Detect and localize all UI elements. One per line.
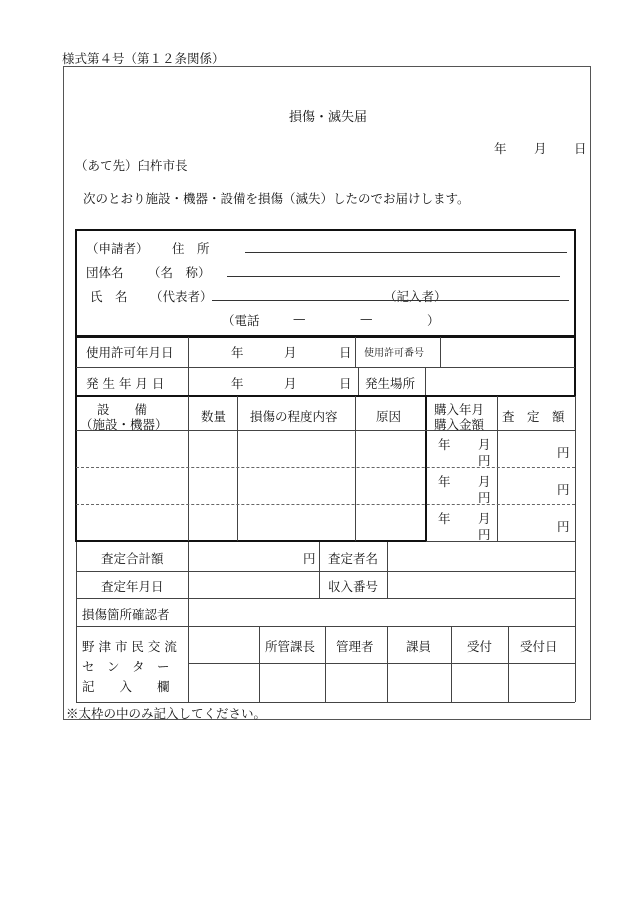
permit-year: 年 [231, 345, 244, 360]
stamp-col-reception: 受付 [467, 639, 493, 654]
writer-label: （記入者） [384, 289, 447, 304]
permit-number-label: 使用許可番号 [364, 348, 424, 359]
permit-date-label: 使用許可年月日 [86, 345, 174, 360]
row1-month: 月 [478, 437, 491, 452]
assessor-label: 査定者名 [328, 551, 379, 566]
col-cause: 原因 [376, 409, 402, 424]
phone-dash-2: — [360, 311, 373, 326]
occurrence-month: 月 [284, 376, 297, 391]
center-label-3: 記 入 欄 [82, 679, 170, 694]
applicant-label: （申請者） [86, 241, 149, 256]
footnote: ※太枠の中のみ記入してください。 [66, 706, 267, 721]
occurrence-place-label: 発生場所 [365, 376, 416, 391]
center-label-1: 野 津 市 民 交 流 [82, 639, 177, 654]
permit-month: 月 [284, 345, 297, 360]
row1-year: 年 [438, 437, 451, 452]
rep-label: （代表者） [150, 289, 213, 304]
occurrence-year: 年 [231, 376, 244, 391]
occurrence-day: 日 [339, 376, 352, 391]
col-purchase-2: 購入金額 [434, 417, 485, 432]
col-damage: 損傷の程度内容 [250, 409, 338, 424]
col-purchase-1: 購入年月 [434, 402, 485, 417]
permit-day: 日 [339, 345, 352, 360]
stamp-col-section-chief: 所管課長 [265, 639, 316, 654]
intro-text: 次のとおり施設・機器・設備を損傷（滅失）したのでお届けします。 [83, 191, 470, 206]
occurrence-date-label: 発 生 年 月 日 [86, 376, 165, 391]
row1-assessed-yen: 円 [557, 445, 570, 460]
address-field[interactable] [245, 252, 567, 253]
group-name-label: （名 称） [148, 265, 211, 280]
date-day: 日 [574, 141, 587, 156]
group-name-field[interactable] [227, 276, 560, 277]
row3-yen: 円 [478, 527, 491, 542]
group-label: 団体名 [86, 265, 124, 280]
row2-yen: 円 [478, 490, 491, 505]
col-equipment-1: 設 備 [97, 402, 148, 417]
name-field[interactable] [212, 300, 569, 301]
addressee: （あて先）臼杵市長 [75, 158, 188, 173]
form-title: 損傷・滅失届 [289, 110, 368, 125]
address-label: 住 所 [172, 241, 210, 256]
receipt-no-label: 収入番号 [328, 579, 379, 594]
phone-dash-1: — [293, 311, 306, 326]
total-label: 査定合計額 [101, 551, 164, 566]
phone-label: （電話 [222, 313, 260, 328]
stamp-col-staff: 課員 [406, 639, 432, 654]
col-assessed: 査 定 額 [502, 409, 565, 424]
row3-month: 月 [478, 511, 491, 526]
phone-close: ） [427, 313, 440, 328]
stamp-col-reception-date: 受付日 [520, 639, 558, 654]
row2-month: 月 [478, 474, 491, 489]
date-month: 月 [534, 141, 547, 156]
applicant-box [75, 229, 576, 337]
name-label: 氏 名 [90, 289, 128, 304]
assess-date-label: 査定年月日 [101, 579, 164, 594]
stamp-col-manager: 管理者 [336, 639, 374, 654]
date-year: 年 [494, 141, 507, 156]
center-label-2: セ ン タ ー [82, 659, 170, 674]
row1-yen: 円 [478, 453, 491, 468]
row2-year: 年 [438, 474, 451, 489]
row2-assessed-yen: 円 [557, 482, 570, 497]
confirmer-label: 損傷箇所確認者 [82, 607, 170, 622]
col-equipment-2: （施設・機器） [80, 417, 168, 432]
col-qty: 数量 [201, 409, 227, 424]
row3-assessed-yen: 円 [557, 519, 570, 534]
occurrence-place-field[interactable] [427, 370, 573, 394]
permit-number-field[interactable] [442, 339, 573, 365]
form-number: 様式第４号（第１２条関係） [62, 51, 225, 66]
row3-year: 年 [438, 511, 451, 526]
total-yen: 円 [303, 551, 316, 566]
